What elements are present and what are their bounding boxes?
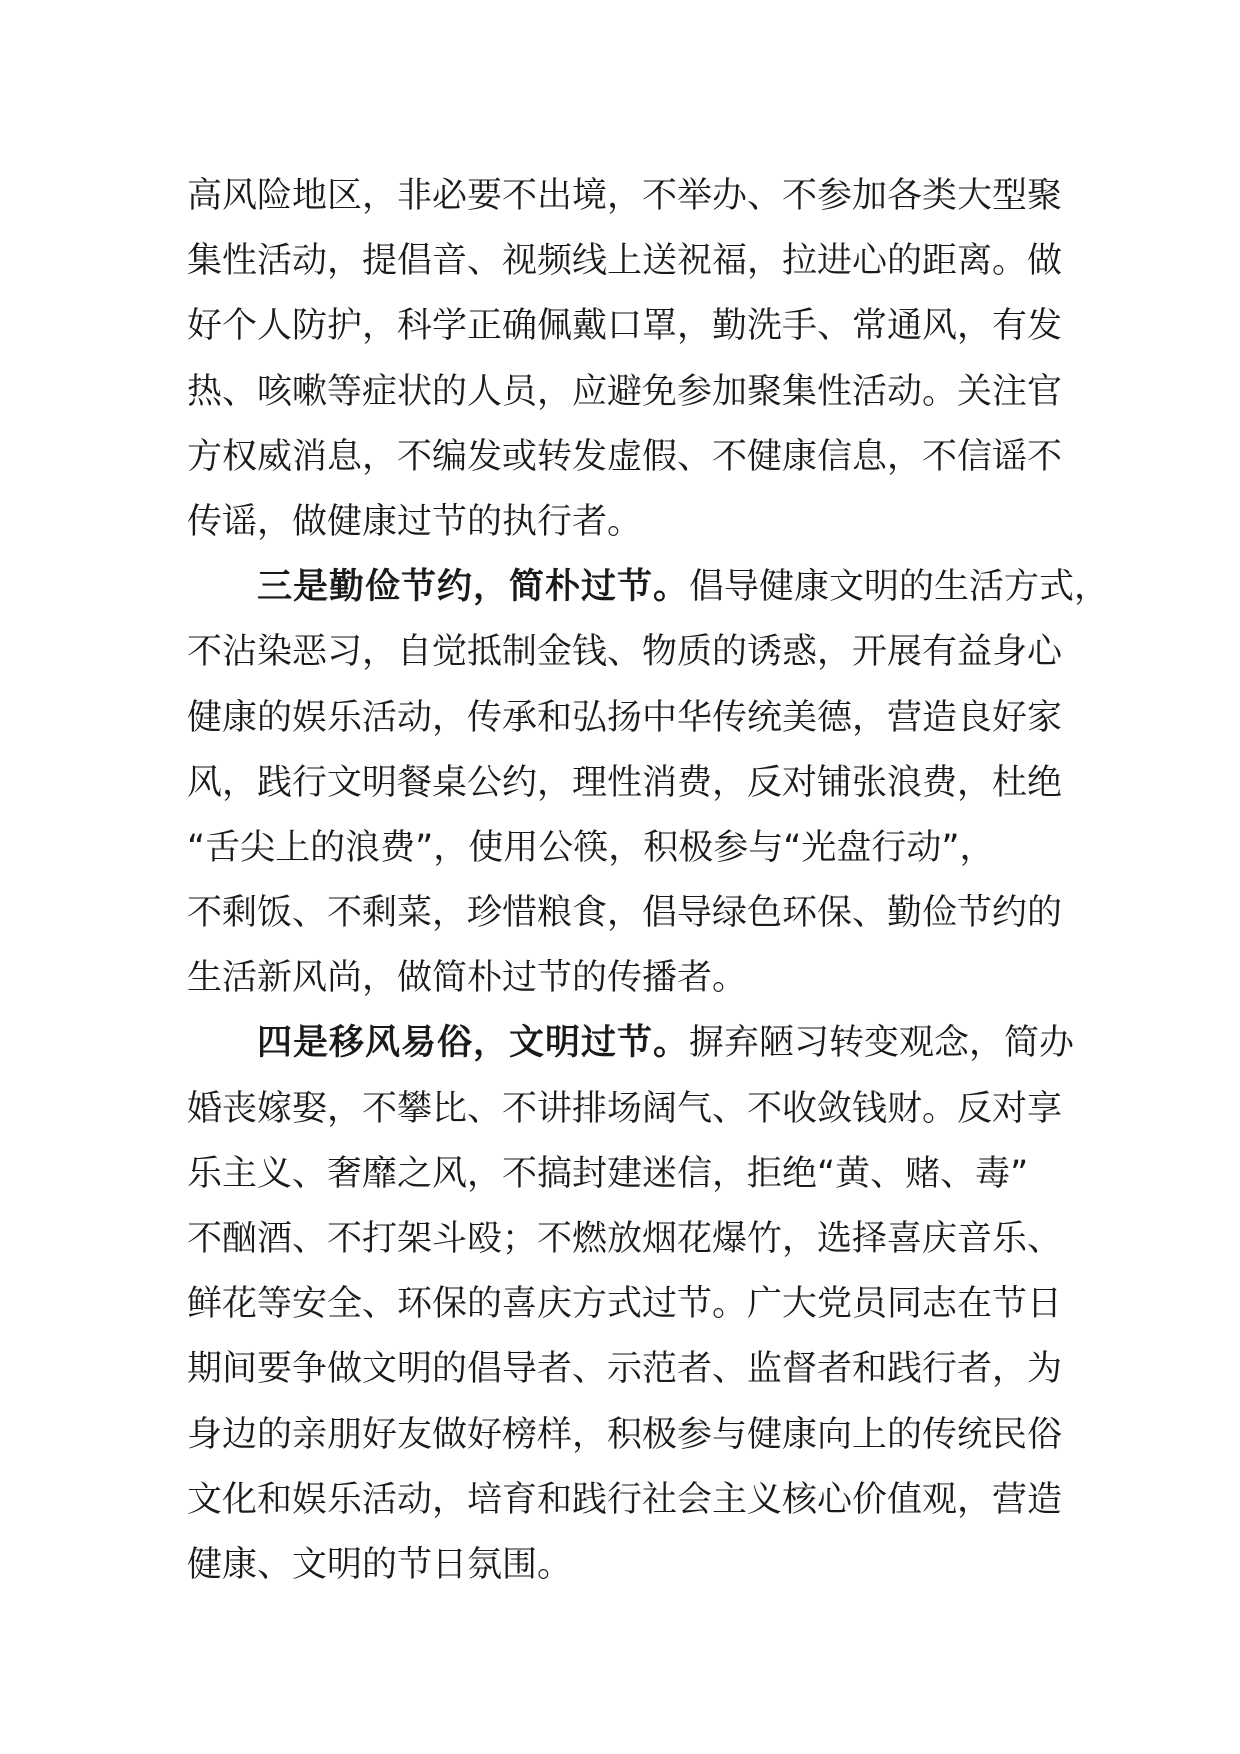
text-line: 健康的娱乐活动，传承和弘扬中华传统美德，营造良好家 xyxy=(187,697,1063,738)
text-line: 身边的亲朋好友做好榜样，积极参与健康向上的传统民俗 xyxy=(187,1414,1063,1455)
paragraph-first-rest: 倡导健康文明的生活方式， xyxy=(689,567,1110,608)
text-line: 不沾染恶习，自觉抵制金钱、物质的诱惑，开展有益身心 xyxy=(187,632,1063,673)
paragraph-customs xyxy=(187,1011,1077,1598)
text-line: 方权威消息，不编发或转发虚假、不健康信息，不信谣不 xyxy=(187,436,1063,477)
text-line: 好个人防护，科学正确佩戴口罩，勤洗手、常通风，有发 xyxy=(187,306,1063,347)
text-line: “舌尖上的浪费”，使用公筷，积极参与“光盘行动”， xyxy=(187,827,995,868)
paragraph-health xyxy=(187,164,1077,555)
text-line: 生活新风尚，做简朴过节的传播者。 xyxy=(187,958,748,999)
text-line: 热、咳嗽等症状的人员，应避免参加聚集性活动。关注官 xyxy=(187,371,1063,412)
text-line: 鲜花等安全、环保的喜庆方式过节。广大党员同志在节日 xyxy=(187,1284,1063,1325)
text-line: 不剩饭、不剩菜，珍惜粮食，倡导绿色环保、勤俭节约的 xyxy=(187,893,1063,934)
text-line: 集性活动，提倡音、视频线上送祝福，拉进心的距离。做 xyxy=(187,241,1063,282)
text-line: 乐主义、奢靡之风，不搞封建迷信，拒绝“黄、赌、毒” xyxy=(187,1153,1029,1194)
paragraph-lead: 三是勤俭节约，简朴过节。 xyxy=(257,567,690,608)
text-line: 传谣，做健康过节的执行者。 xyxy=(187,501,643,542)
text-line: 不酗酒、不打架斗殴；不燃放烟花爆竹，选择喜庆音乐、 xyxy=(187,1219,1063,1259)
paragraph-frugal xyxy=(187,555,1110,1011)
text-line: 文化和娱乐活动，培育和践行社会主义核心价值观，营造 xyxy=(187,1479,1063,1520)
text-line: 婚丧嫁娶，不攀比、不讲排场阔气、不收敛钱财。反对享 xyxy=(187,1088,1063,1129)
paragraph-lead: 四是移风易俗，文明过节。 xyxy=(257,1023,690,1064)
body-text xyxy=(187,164,1110,1598)
paragraph-first-line xyxy=(187,1011,1077,1076)
paragraph-first-line xyxy=(187,555,1110,620)
text-line: 风，践行文明餐桌公约，理性消费，反对铺张浪费，杜绝 xyxy=(187,762,1063,803)
text-line: 期间要争做文明的倡导者、示范者、监督者和践行者，为 xyxy=(187,1349,1063,1390)
text-line: 高风险地区，非必要不出境，不举办、不参加各类大型聚 xyxy=(187,176,1063,216)
text-line: 健康、文明的节日氛围。 xyxy=(187,1544,573,1585)
paragraph-first-rest: 摒弃陋习转变观念，简办 xyxy=(689,1023,1075,1064)
